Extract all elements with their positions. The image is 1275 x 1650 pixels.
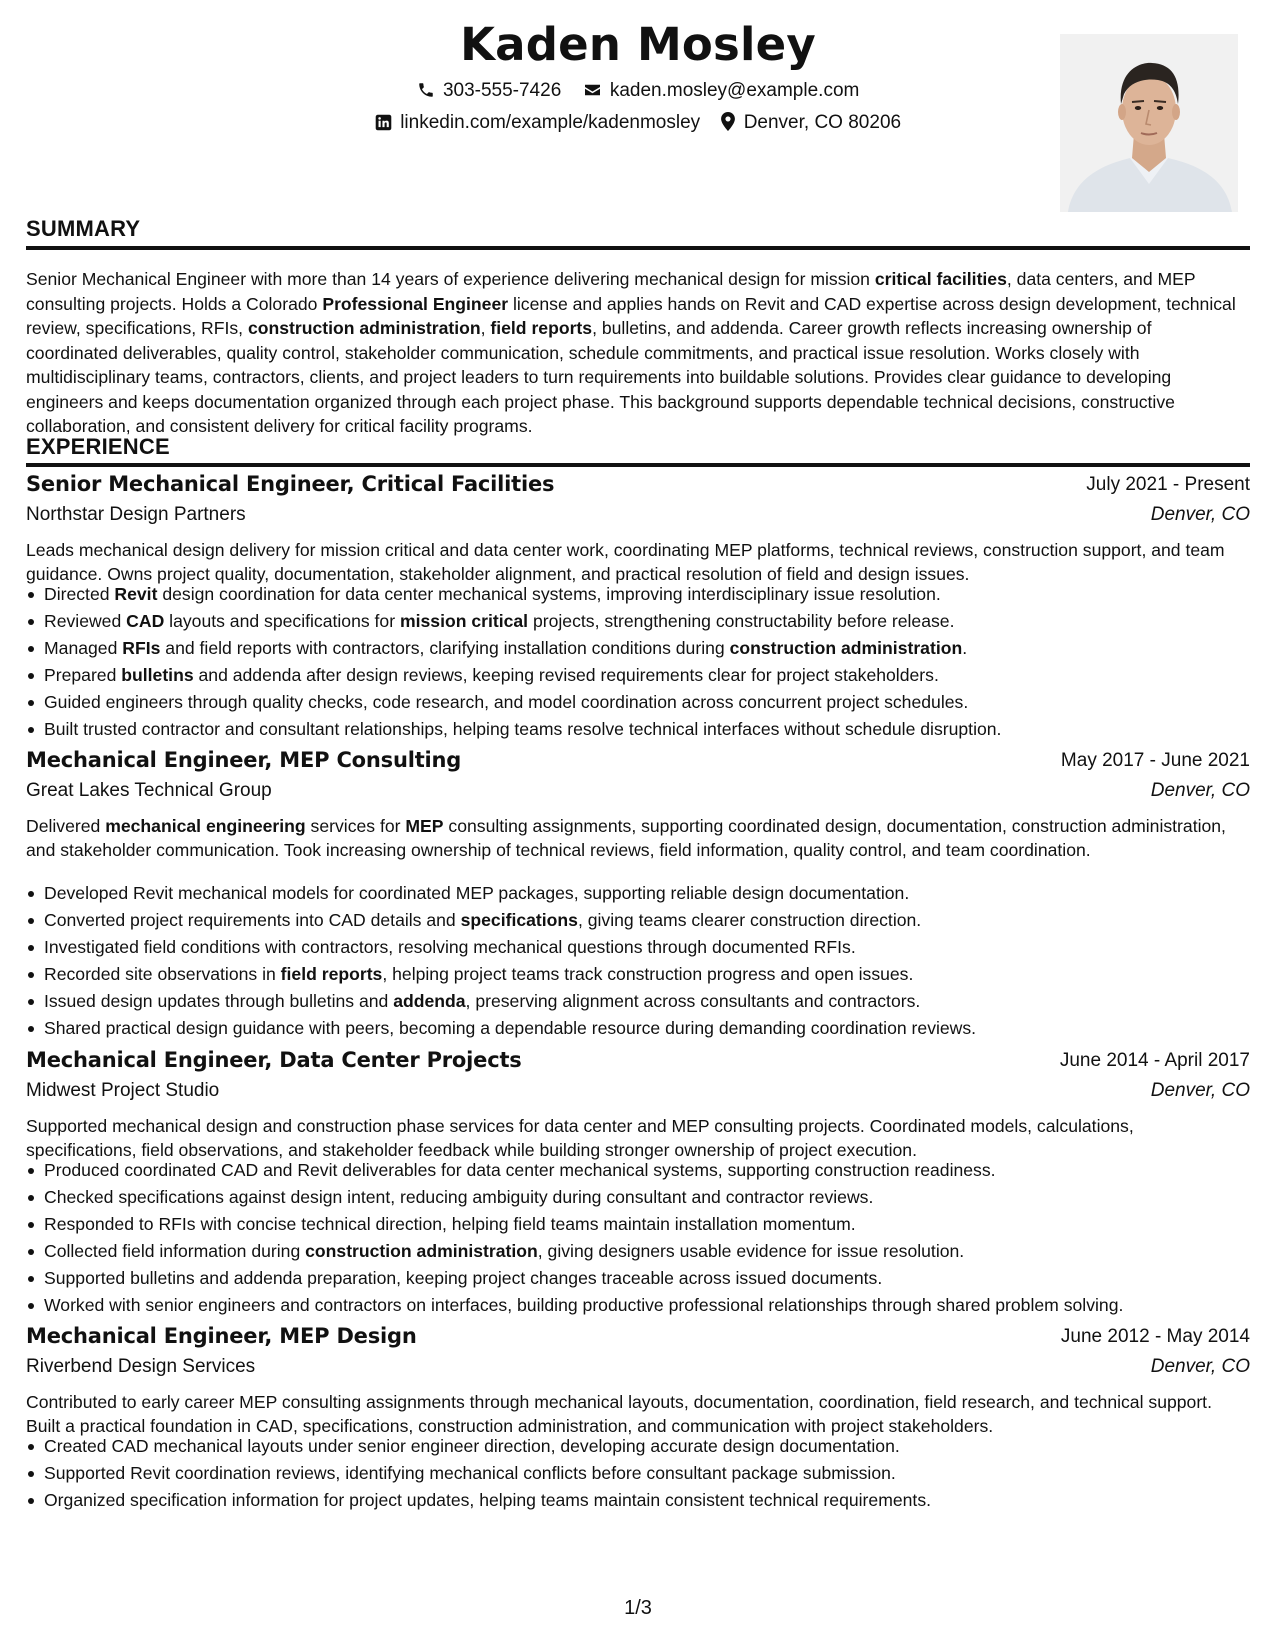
text-run: Created CAD mechanical layouts under senior engineer direction, developing accurate design documentation. <box>44 1436 900 1456</box>
job-bullet <box>26 1184 1241 1211</box>
envelope-icon <box>583 81 602 99</box>
job-bullet-list <box>26 581 1241 743</box>
bold-keyword: CAD <box>126 611 165 631</box>
job-dates: May 2017 - June 2021 <box>1060 750 1250 771</box>
text-run: Investigated field conditions with contractors, resolving mechanical questions through documented RFIs. <box>44 937 856 957</box>
bold-keyword: MEP <box>405 816 444 836</box>
text-run: and addenda after design reviews, keeping revised requirements clear for project stakeholders. <box>193 665 939 685</box>
text-run: Contributed to early career MEP consulting assignments through mechanical layouts, documentation, coordination, field research, and technical support. Built a practical foundation in CAD, specifications, construction administration, and communication with project stakeholders. <box>26 1392 1212 1436</box>
bold-keyword: RFIs <box>122 638 161 658</box>
bold-keyword: addenda <box>393 991 466 1011</box>
text-run: Organized specification information for project updates, helping teams maintain consistent technical requirements. <box>44 1490 931 1510</box>
job-bullet <box>26 1015 1241 1042</box>
location-contact <box>721 112 901 134</box>
job-bullet <box>26 1433 1241 1460</box>
phone-icon <box>417 81 435 99</box>
job-location: Denver, CO <box>1150 504 1250 525</box>
bold-keyword: Professional Engineer <box>322 293 509 314</box>
job-bullet <box>26 716 1241 743</box>
job-bullet <box>26 1265 1241 1292</box>
job-bullet <box>26 1460 1241 1487</box>
text-run: , bulletins, and addenda. Career growth reflects increasing ownership of coordinated deliverables, quality control, stakeholder communication, schedule commitments, and practical issue resolution. Works closely with multidisciplinary teams, contractors, clients, and project leaders to turn requirements into buildable solutions. Provides clear guidance to developing engineers and keeps documentation organized through each project phase. This background supports dependable technical decisions, constructive collaboration, and consistent delivery for critical facility programs. <box>26 318 1175 436</box>
text-run: , data centers, and MEP consulting projects. Holds a Colorado <box>26 269 1196 314</box>
job-dates: July 2021 - Present <box>1086 474 1250 495</box>
linkedin-contact[interactable] <box>375 112 700 134</box>
bold-keyword: specifications <box>460 910 578 930</box>
map-pin-icon <box>721 112 735 131</box>
text-run: , helping project teams track construction progress and open issues. <box>382 964 914 984</box>
phone-text: 303-555-7426 <box>442 80 562 101</box>
summary-heading: SUMMARY <box>26 216 141 241</box>
text-run: Converted project requirements into CAD details and <box>44 910 461 930</box>
email-text: kaden.mosley@example.com <box>609 80 860 101</box>
job-bullet <box>26 1487 1241 1514</box>
job-bullet <box>26 1292 1241 1319</box>
profile-photo <box>1060 34 1238 212</box>
job-location: Denver, CO <box>1150 780 1250 801</box>
job-bullet-list <box>26 880 1241 1042</box>
job-bullet <box>26 961 1241 988</box>
text-run: Collected field information during <box>44 1241 306 1261</box>
text-run: , preserving alignment across consultants and contractors. <box>465 991 921 1011</box>
job-bullet <box>26 662 1241 689</box>
job-location: Denver, CO <box>1150 1080 1250 1101</box>
text-run: Checked specifications against design intent, reducing ambiguity during consultant and contractor reviews. <box>44 1187 874 1207</box>
text-run: Managed <box>44 638 123 658</box>
job-bullet <box>26 1211 1241 1238</box>
text-run: Produced coordinated CAD and Revit deliverables for data center mechanical systems, supporting construction readiness. <box>44 1160 996 1180</box>
job-description <box>26 1114 1241 1162</box>
job-dates: June 2012 - May 2014 <box>1060 1326 1250 1347</box>
summary-text <box>26 267 1241 439</box>
text-run: Leads mechanical design delivery for mission critical and data center work, coordinating MEP platforms, technical reviews, construction support, and team guidance. Owns project quality, documentation, stakeholder alignment, and practical resolution of field and design issues. <box>26 540 1225 584</box>
job-bullet <box>26 1157 1241 1184</box>
job-company: Riverbend Design Services <box>26 1356 256 1377</box>
text-run: license and applies hands on Revit and CAD expertise across design development, technical review, specifications, RFIs, <box>26 293 1236 338</box>
job-title: Mechanical Engineer, MEP Design <box>26 1324 417 1348</box>
text-run: Supported bulletins and addenda preparation, keeping project changes traceable across issued documents. <box>44 1268 883 1288</box>
job-bullet <box>26 1238 1241 1265</box>
job-bullet <box>26 880 1241 907</box>
text-run: Supported mechanical design and construction phase services for data center and MEP consulting projects. Coordinated models, calculations, specifications, field observations, and stakeholder feedback while building stronger ownership of project execution. <box>26 1116 1134 1160</box>
bold-keyword: field reports <box>490 318 593 338</box>
bold-keyword: critical facilities <box>874 269 1007 289</box>
text-run: Issued design updates through bulletins and <box>44 991 394 1011</box>
bold-keyword: mission critical <box>399 611 529 631</box>
text-run: Developed Revit mechanical models for coordinated MEP packages, supporting reliable design documentation. <box>44 883 910 903</box>
text-run: Shared practical design guidance with peers, becoming a dependable resource during demanding coordination reviews. <box>44 1018 977 1038</box>
text-run: Delivered <box>26 816 106 836</box>
job-company: Northstar Design Partners <box>26 504 246 525</box>
text-run: , <box>480 318 491 338</box>
text-run: Prepared <box>44 665 122 685</box>
job-title: Mechanical Engineer, MEP Consulting <box>26 748 462 772</box>
text-run: . <box>962 638 968 658</box>
text-run: Responded to RFIs with concise technical direction, helping field teams maintain installation momentum. <box>44 1214 856 1234</box>
location-text: Denver, CO 80206 <box>743 112 902 133</box>
candidate-name: Kaden Mosley <box>460 18 816 71</box>
linkedin-text: linkedin.com/example/kadenmosley <box>400 112 701 133</box>
text-run: Recorded site observations in <box>44 964 281 984</box>
bold-keyword: field reports <box>280 964 383 984</box>
job-description <box>26 814 1241 862</box>
job-bullet <box>26 608 1241 635</box>
page-number: 1/3 <box>624 1597 652 1619</box>
bold-keyword: construction administration <box>729 638 963 658</box>
job-bullet <box>26 635 1241 662</box>
text-run: Directed <box>44 584 115 604</box>
text-run: Worked with senior engineers and contractors on interfaces, building productive professional relationships through shared problem solving. <box>44 1295 1124 1315</box>
text-run: and field reports with contractors, clarifying installation conditions during <box>160 638 730 658</box>
job-bullet <box>26 689 1241 716</box>
summary-divider <box>26 246 1250 250</box>
text-run: Supported Revit coordination reviews, identifying mechanical conflicts before consultant package submission. <box>44 1463 896 1483</box>
job-bullet <box>26 934 1241 961</box>
bold-keyword: Revit <box>114 584 158 604</box>
text-run: projects, strengthening constructability before release. <box>528 611 955 631</box>
text-run: consulting assignments, supporting coordinated design, documentation, construction administration, and stakeholder communication. Took increasing ownership of technical reviews, field information, quality control, and team coordination. <box>26 816 1226 860</box>
job-title: Senior Mechanical Engineer, Critical Facilities <box>26 472 555 496</box>
text-run: Guided engineers through quality checks, code research, and model coordination across concurrent project schedules. <box>44 692 969 712</box>
resume-page <box>26 0 1250 1650</box>
text-run: , giving teams clearer construction direction. <box>577 910 922 930</box>
job-description <box>26 1390 1241 1438</box>
job-bullet <box>26 907 1241 934</box>
job-company: Midwest Project Studio <box>26 1080 220 1101</box>
text-run: layouts and specifications for <box>164 611 400 631</box>
text-run: Built trusted contractor and consultant relationships, helping teams resolve technical interfaces without schedule disruption. <box>44 719 1002 739</box>
job-title: Mechanical Engineer, Data Center Projects <box>26 1048 522 1072</box>
phone-contact[interactable] <box>417 80 562 102</box>
bold-keyword: construction administration <box>305 1241 538 1261</box>
text-run: Reviewed <box>44 611 127 631</box>
job-description <box>26 538 1241 586</box>
job-location: Denver, CO <box>1150 1356 1250 1377</box>
experience-heading: EXPERIENCE <box>26 434 170 459</box>
job-dates: June 2014 - April 2017 <box>1059 1050 1250 1071</box>
job-company: Great Lakes Technical Group <box>26 780 272 801</box>
job-bullet-list <box>26 1157 1241 1319</box>
email-contact[interactable] <box>583 80 860 102</box>
bold-keyword: construction administration <box>247 318 481 338</box>
bold-keyword: bulletins <box>121 665 194 685</box>
job-bullet <box>26 581 1241 608</box>
text-run: Senior Mechanical Engineer with more than 14 years of experience delivering mechanical design for mission <box>26 269 875 289</box>
text-run: , giving designers usable evidence for issue resolution. <box>537 1241 965 1261</box>
job-bullet-list <box>26 1433 1241 1514</box>
text-run: design coordination for data center mechanical systems, improving interdisciplinary issue resolution. <box>157 584 941 604</box>
job-bullet <box>26 988 1241 1015</box>
experience-divider <box>26 463 1250 467</box>
linkedin-icon <box>375 114 392 131</box>
bold-keyword: mechanical engineering <box>105 816 306 836</box>
text-run: services for <box>305 816 406 836</box>
